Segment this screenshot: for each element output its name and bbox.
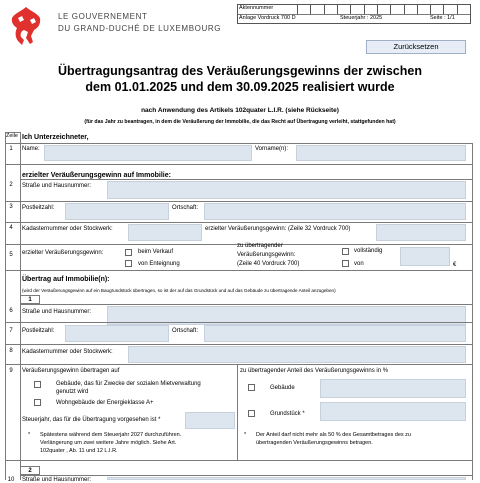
euro-symbol: €: [453, 262, 457, 268]
gebaeude-prozent-field[interactable]: [320, 379, 466, 398]
aktennummer-cells[interactable]: [297, 5, 470, 14]
government-line2: DU GRAND-DUCHÉ DE LUXEMBOURG: [58, 24, 222, 33]
erzielter-label: erzielter Veräußerungsgewinn:: [22, 250, 104, 256]
energieklasse-checkbox[interactable]: [34, 399, 41, 406]
footnote-left-asterisk: *: [28, 432, 31, 438]
unterzeichneter-label: Ich Unterzeichneter,: [22, 134, 89, 141]
gewinn-label: erzielter Veräußerungsgewinn: (Zeile 32 Vordruck 700): [205, 226, 351, 232]
strasse-label: Straße und Hausnummer:: [22, 183, 92, 189]
vollstaendig-label: vollständig: [354, 248, 383, 254]
kataster-label-2: Kadasternummer oder Stockwerk:: [22, 349, 113, 355]
block-2-number-box: 2: [20, 466, 40, 475]
von-betrag-field[interactable]: [400, 247, 450, 266]
anteil-title: zu übertragender Anteil des Veräußerungsgewinns in %: [240, 368, 389, 374]
aktennummer-label: Aktennummer: [239, 5, 274, 11]
vorname-field[interactable]: [296, 145, 466, 161]
seite-label: Seite : 1/1: [430, 15, 455, 21]
footnote-right-asterisk: *: [244, 432, 247, 438]
uebertrag-info: (wird der Veräußerungsgewinn auf ein Baugrundstück übertragen, so ist der auf das Grundstück und auf das Gebäude zu übertragende Anteil anzugeben): [22, 288, 336, 293]
von-label: von: [354, 261, 364, 267]
energieklasse-label: Wohngebäude der Energieklasse A+: [56, 400, 154, 406]
row-number: 6: [9, 308, 13, 314]
plz-field-2[interactable]: [65, 325, 169, 342]
vorname-label: Vorname(n):: [255, 146, 289, 152]
soziale-mietverwaltung-label-2: genutzt wird: [56, 389, 89, 395]
strasse-label-3: Straße und Hausnummer:: [22, 477, 92, 483]
form-info: (für das Jahr zu beantragen, in dem die Veräußerung der Immobilie, die das Recht auf Übertragung verleiht, stattgefunden hat): [84, 119, 396, 125]
row-number: 7: [9, 328, 13, 334]
zu-uebertragender-label-3: (Zeile 40 Vordruck 700): [237, 261, 300, 267]
kataster-field[interactable]: [128, 224, 202, 241]
government-line1: LE GOUVERNEMENT: [58, 12, 148, 21]
grundstueck-checkbox[interactable]: [248, 410, 255, 417]
row-number: 4: [9, 225, 13, 231]
uebertragen-auf-title: Veräußerungsgewinn übertragen auf: [22, 368, 120, 374]
steuerjahr-uebertragung-field[interactable]: [185, 412, 235, 429]
footnote-left-3: 102quater , Ab. 11 und 12 L.I.R.: [40, 448, 118, 454]
reset-button[interactable]: Zurücksetzen: [366, 40, 466, 54]
zu-uebertragender-label-2: Veräußerungsgewinn:: [237, 252, 296, 258]
aktennummer-box: [237, 4, 471, 24]
plz-label-2: Postleitzahl:: [22, 328, 55, 334]
steuerjahr-label: Steuerjahr : 2025: [340, 15, 383, 21]
footnote-right-1: Der Anteil darf nicht mehr als 50 % des Gesamtbetrages des zu: [256, 432, 411, 438]
row-number: 5: [9, 252, 13, 258]
section-gewinn-title: erzielter Veräußerungsgewinn auf Immobilie:: [22, 172, 171, 179]
row-number: 2: [9, 182, 13, 188]
ortschaft-label: Ortschaft:: [172, 205, 199, 211]
kataster-label: Kadasternummer oder Stockwerk:: [22, 226, 113, 232]
footnote-left-2: Verlängerung um zwei weitere Jahre möglich. Siehe Art.: [40, 440, 177, 446]
gebaeude-label: Gebäude: [270, 385, 295, 391]
plz-label: Postleitzahl:: [22, 205, 55, 211]
von-checkbox[interactable]: [342, 260, 349, 267]
beim-verkauf-label: beim Verkauf: [138, 249, 174, 255]
ortschaft-label-2: Ortschaft:: [172, 328, 199, 334]
zu-uebertragender-label-1: zu übertragender: [237, 243, 283, 249]
enteignung-label: von Enteignung: [138, 261, 180, 267]
luxembourg-lion-logo: [6, 4, 46, 48]
gebaeude-checkbox[interactable]: [248, 384, 255, 391]
row-number: 10: [7, 477, 15, 483]
soziale-mietverwaltung-checkbox[interactable]: [34, 381, 41, 388]
zeile-header: Zeile: [6, 133, 18, 139]
section-uebertrag-title: Übertrag auf Immobilie(n):: [22, 276, 110, 283]
vollstaendig-checkbox[interactable]: [342, 248, 349, 255]
block-1-number-box: 1: [20, 295, 40, 304]
steuerjahr-uebertragung-label: Steuerjahr, das für die Übertragung vorgesehen ist *: [22, 417, 161, 423]
row-number: 9: [9, 368, 13, 374]
form-subtitle: nach Anwendung des Artikels 102quater L.I.R. (siehe Rückseite): [141, 107, 339, 114]
footnote-left-1: Spätestens während dem Steuerjahr 2027 durchzuführen.: [40, 432, 182, 438]
kataster-field-2[interactable]: [128, 346, 466, 363]
anlage-label: Anlage Vordruck 700 D: [239, 15, 296, 21]
footnote-right-2: übertragenden Veräußerungsgewinns betragen.: [256, 440, 373, 446]
row-number: 1: [9, 146, 13, 152]
name-label: Name:: [22, 146, 40, 152]
row-number: 8: [9, 348, 13, 354]
beim-verkauf-checkbox[interactable]: [125, 249, 132, 256]
row-number: 3: [9, 204, 13, 210]
form-title-line2: dem 01.01.2025 und dem 30.09.2025 realisiert wurde: [85, 80, 395, 94]
plz-field[interactable]: [65, 203, 169, 220]
ortschaft-field-2[interactable]: [204, 325, 466, 342]
form-title-line1: Übertragungsantrag des Veräußerungsgewinns der zwischen: [58, 64, 422, 78]
strasse-field[interactable]: [107, 181, 466, 199]
ortschaft-field[interactable]: [204, 203, 466, 220]
enteignung-checkbox[interactable]: [125, 260, 132, 267]
name-field[interactable]: [44, 145, 252, 161]
grundstueck-prozent-field[interactable]: [320, 402, 466, 421]
strasse-label-2: Straße und Hausnummer:: [22, 309, 92, 315]
grundstueck-label: Grundstück *: [270, 411, 305, 417]
gewinn-field[interactable]: [376, 224, 466, 241]
soziale-mietverwaltung-label-1: Gebäude, das für Zwecke der sozialen Mietverwaltung: [56, 381, 201, 387]
